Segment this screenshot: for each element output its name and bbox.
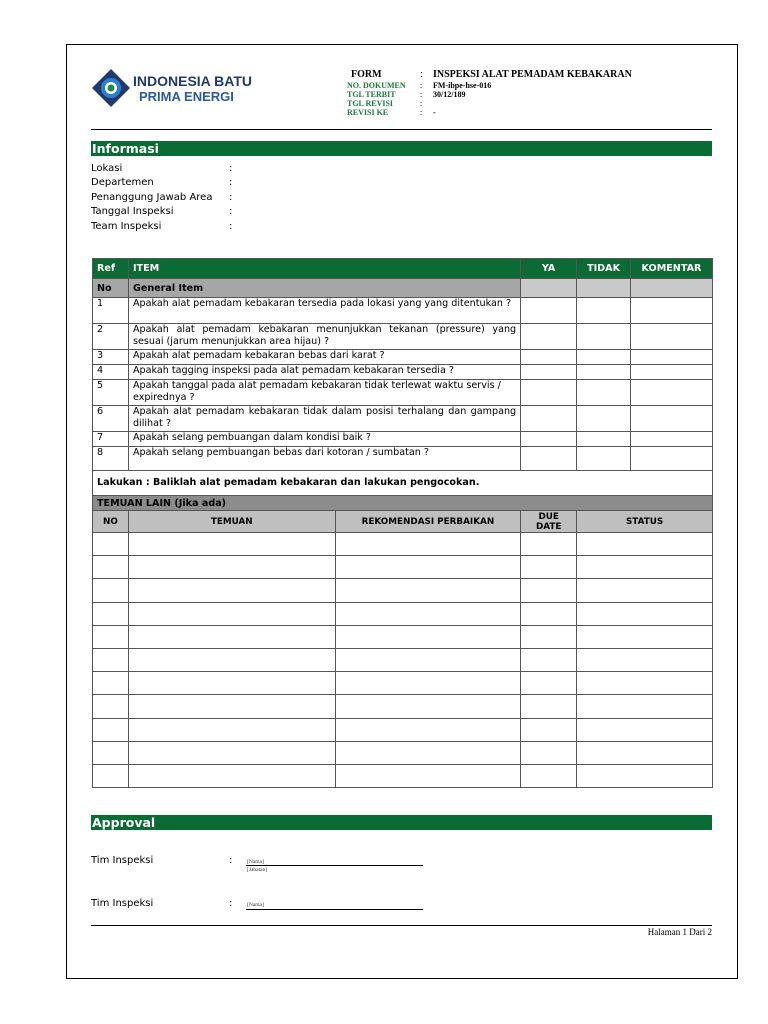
company-logo	[91, 68, 261, 108]
footer-page: 1	[682, 927, 687, 937]
meta-value: -	[433, 108, 436, 117]
item-text: Apakah selang pembuangan bebas dari kotoran / sumbatan ?	[128, 447, 520, 471]
rekomendasi-cell[interactable]	[335, 718, 521, 741]
info-colon: :	[229, 206, 233, 218]
rekomendasi-cell[interactable]	[335, 695, 521, 718]
info-colon: :	[229, 163, 233, 174]
due-date-cell[interactable]	[521, 648, 577, 671]
status-cell[interactable]	[577, 625, 713, 648]
approval-colon: :	[229, 855, 233, 866]
item-no: 3	[93, 350, 129, 365]
rekomendasi-cell[interactable]	[335, 602, 521, 625]
status-cell[interactable]	[577, 718, 713, 741]
rekomendasi-cell[interactable]	[335, 672, 521, 695]
status-cell[interactable]	[577, 695, 713, 718]
checklist-row	[93, 406, 713, 432]
header-ya: YA	[521, 259, 577, 279]
komentar-cell[interactable]	[631, 298, 713, 324]
meta-label: REVISI KE	[347, 108, 389, 117]
temuan-row	[93, 625, 713, 648]
header-tidak: TIDAK	[577, 259, 631, 279]
rekomendasi-cell[interactable]	[335, 648, 521, 671]
tidak-cell[interactable]	[577, 380, 631, 406]
temuan-cell[interactable]	[128, 625, 335, 648]
meta-value: FM-ibpe-hse-016	[433, 81, 492, 90]
rekomendasi-cell[interactable]	[335, 764, 521, 787]
temuan-cell[interactable]	[128, 556, 335, 579]
header-divider	[91, 129, 712, 130]
temuan-row	[93, 648, 713, 671]
signature-line[interactable]	[246, 909, 423, 910]
no-cell[interactable]	[93, 579, 129, 602]
temuan-cell[interactable]	[128, 579, 335, 602]
komentar-cell[interactable]	[631, 324, 713, 350]
info-label: Lokasi	[91, 163, 123, 174]
header-rekomendasi: REKOMENDASI PERBAIKAN	[335, 511, 521, 533]
ya-cell[interactable]	[521, 447, 577, 471]
status-cell[interactable]	[577, 556, 713, 579]
section-tidak-cell	[577, 279, 631, 298]
approval-nama: [Nama]	[247, 859, 264, 865]
info-colon: :	[229, 191, 233, 203]
logo-diamond-icon	[91, 68, 131, 108]
footer-halaman: Halaman	[647, 927, 681, 937]
temuan-cell[interactable]	[128, 764, 335, 787]
item-no: 7	[93, 432, 129, 447]
temuan-cell[interactable]	[128, 741, 335, 764]
instruction-row	[93, 471, 713, 495]
no-cell[interactable]	[93, 533, 129, 556]
status-cell[interactable]	[577, 648, 713, 671]
komentar-cell[interactable]	[631, 447, 713, 471]
checklist-row	[93, 380, 713, 406]
item-text: Apakah tanggal pada alat pemadam kebakaran tidak terlewat waktu servis / expirednya ?	[128, 380, 520, 406]
no-cell[interactable]	[93, 625, 129, 648]
checklist-header-row	[93, 259, 713, 279]
header-ref: Ref	[93, 259, 129, 279]
approval-label: Tim Inspeksi	[91, 898, 154, 909]
tidak-cell[interactable]	[577, 324, 631, 350]
due-date-cell[interactable]	[521, 533, 577, 556]
status-cell[interactable]	[577, 533, 713, 556]
tidak-cell[interactable]	[577, 406, 631, 432]
meta-colon: :	[420, 99, 423, 108]
due-date-cell[interactable]	[521, 579, 577, 602]
checklist-row	[93, 447, 713, 471]
rekomendasi-cell[interactable]	[335, 556, 521, 579]
tidak-cell[interactable]	[577, 298, 631, 324]
due-date-cell[interactable]	[521, 672, 577, 695]
rekomendasi-cell[interactable]	[335, 579, 521, 602]
section-ya-cell	[521, 279, 577, 298]
footer-dari: Dari	[689, 927, 706, 937]
temuan-body	[93, 533, 713, 788]
temuan-cell[interactable]	[128, 672, 335, 695]
info-label: Penanggung Jawab Area	[91, 191, 213, 203]
item-text: Apakah alat pemadam kebakaran bebas dari karat ?	[128, 350, 520, 365]
logo-text-line2: PRIMA ENERGI	[139, 89, 234, 104]
tidak-cell[interactable]	[577, 365, 631, 380]
ya-cell[interactable]	[521, 380, 577, 406]
temuan-cell[interactable]	[128, 602, 335, 625]
approval-section-title: Approval	[91, 815, 712, 830]
komentar-cell[interactable]	[631, 406, 713, 432]
rekomendasi-cell[interactable]	[335, 741, 521, 764]
informasi-section-title: Informasi	[91, 141, 712, 156]
info-colon: :	[229, 220, 233, 232]
due-date-cell[interactable]	[521, 718, 577, 741]
info-colon: :	[229, 177, 233, 189]
logo-text-line1: INDONESIA BATU	[133, 73, 252, 89]
info-label: Tanggal Inspeksi	[91, 206, 174, 218]
due-date-cell[interactable]	[521, 625, 577, 648]
checklist-row	[93, 432, 713, 447]
item-text: Apakah selang pembuangan dalam kondisi baik ?	[128, 432, 520, 447]
tidak-cell[interactable]	[577, 432, 631, 447]
info-label: Departemen	[91, 177, 154, 189]
temuan-cell[interactable]	[128, 695, 335, 718]
temuan-row	[93, 556, 713, 579]
temuan-title: TEMUAN LAIN (Jika ada)	[93, 496, 713, 511]
item-no: 8	[93, 447, 129, 471]
due-date-cell[interactable]	[521, 764, 577, 787]
approval-colon: :	[229, 898, 233, 909]
tidak-cell[interactable]	[577, 447, 631, 471]
signature-line[interactable]	[246, 865, 423, 866]
temuan-cell[interactable]	[128, 648, 335, 671]
meta-label: TGL TERBIT	[347, 90, 396, 99]
ya-cell[interactable]	[521, 365, 577, 380]
temuan-row	[93, 602, 713, 625]
temuan-row	[93, 695, 713, 718]
item-no: 6	[93, 406, 129, 432]
ya-cell[interactable]	[521, 350, 577, 365]
temuan-row	[93, 579, 713, 602]
item-text: Apakah alat pemadam kebakaran menunjukkan tekanan (pressure) yang sesuai (jarum menunjukkan area hijau) ?	[128, 324, 520, 350]
section-komentar-cell	[631, 279, 713, 298]
temuan-row	[93, 764, 713, 787]
status-cell[interactable]	[577, 672, 713, 695]
meta-colon: :	[420, 81, 423, 90]
header-item: ITEM	[128, 259, 520, 279]
rekomendasi-cell[interactable]	[335, 533, 521, 556]
temuan-cell[interactable]	[128, 533, 335, 556]
temuan-row	[93, 741, 713, 764]
item-no: 5	[93, 380, 129, 406]
temuan-table	[92, 495, 713, 788]
tidak-cell[interactable]	[577, 350, 631, 365]
ya-cell[interactable]	[521, 406, 577, 432]
header-temuan: TEMUAN	[128, 511, 335, 533]
komentar-cell[interactable]	[631, 365, 713, 380]
temuan-row	[93, 533, 713, 556]
due-date-cell[interactable]	[521, 556, 577, 579]
section-no: No	[93, 279, 129, 298]
due-date-cell[interactable]	[521, 695, 577, 718]
ya-cell[interactable]	[521, 432, 577, 447]
item-text: Apakah alat pemadam kebakaran tidak dalam posisi terhalang dan gampang dilihat ?	[128, 406, 520, 432]
no-cell[interactable]	[93, 695, 129, 718]
checklist-table	[92, 258, 713, 495]
no-cell[interactable]	[93, 672, 129, 695]
header-komentar: KOMENTAR	[631, 259, 713, 279]
no-cell[interactable]	[93, 602, 129, 625]
temuan-cell[interactable]	[128, 718, 335, 741]
meta-colon: :	[420, 108, 423, 117]
meta-value: INSPEKSI ALAT PEMADAM KEBAKARAN	[433, 69, 632, 80]
item-text: Apakah tagging inspeksi pada alat pemadam kebakaran tersedia ?	[128, 365, 520, 380]
meta-label: NO. DOKUMEN	[347, 81, 406, 90]
meta-label: FORM	[351, 69, 382, 80]
komentar-cell[interactable]	[631, 380, 713, 406]
checklist-row	[93, 324, 713, 350]
no-cell[interactable]	[93, 764, 129, 787]
ya-cell[interactable]	[521, 298, 577, 324]
checklist-row	[93, 350, 713, 365]
no-cell[interactable]	[93, 718, 129, 741]
section-row-general	[93, 279, 713, 298]
section-title: General Item	[128, 279, 520, 298]
meta-colon: :	[420, 69, 423, 80]
temuan-header-row	[93, 511, 713, 533]
status-cell[interactable]	[577, 579, 713, 602]
meta-label: TGL REVISI	[347, 99, 394, 108]
page-footer	[648, 927, 712, 937]
status-cell[interactable]	[577, 602, 713, 625]
due-date-cell[interactable]	[521, 602, 577, 625]
due-date-cell[interactable]	[521, 741, 577, 764]
info-label: Team Inspeksi	[91, 220, 162, 232]
header-due-date: DUE DATE	[521, 511, 577, 533]
komentar-cell[interactable]	[631, 350, 713, 365]
ya-cell[interactable]	[521, 324, 577, 350]
item-no: 2	[93, 324, 129, 350]
instruction-text: Lakukan : Baliklah alat pemadam kebakaran dan lakukan pengocokan.	[93, 471, 713, 495]
status-cell[interactable]	[577, 741, 713, 764]
meta-value: 30/12/189	[433, 90, 466, 99]
approval-nama: [Nama]	[247, 902, 264, 908]
approval-jabatan: [Jabatan]	[247, 867, 268, 873]
meta-colon: :	[420, 90, 423, 99]
header-status: STATUS	[577, 511, 713, 533]
temuan-title-row	[93, 496, 713, 511]
temuan-row	[93, 718, 713, 741]
status-cell[interactable]	[577, 764, 713, 787]
item-text: Apakah alat pemadam kebakaran tersedia pada lokasi yang yang ditentukan ?	[128, 298, 520, 324]
checklist-row	[93, 298, 713, 324]
approval-label: Tim Inspeksi	[91, 855, 154, 866]
header-no: NO	[93, 511, 129, 533]
footer-divider	[91, 925, 712, 926]
checklist-row	[93, 365, 713, 380]
temuan-row	[93, 672, 713, 695]
item-no: 1	[93, 298, 129, 324]
komentar-cell[interactable]	[631, 432, 713, 447]
no-cell[interactable]	[93, 741, 129, 764]
no-cell[interactable]	[93, 556, 129, 579]
footer-total: 2	[707, 927, 712, 937]
no-cell[interactable]	[93, 648, 129, 671]
rekomendasi-cell[interactable]	[335, 625, 521, 648]
item-no: 4	[93, 365, 129, 380]
